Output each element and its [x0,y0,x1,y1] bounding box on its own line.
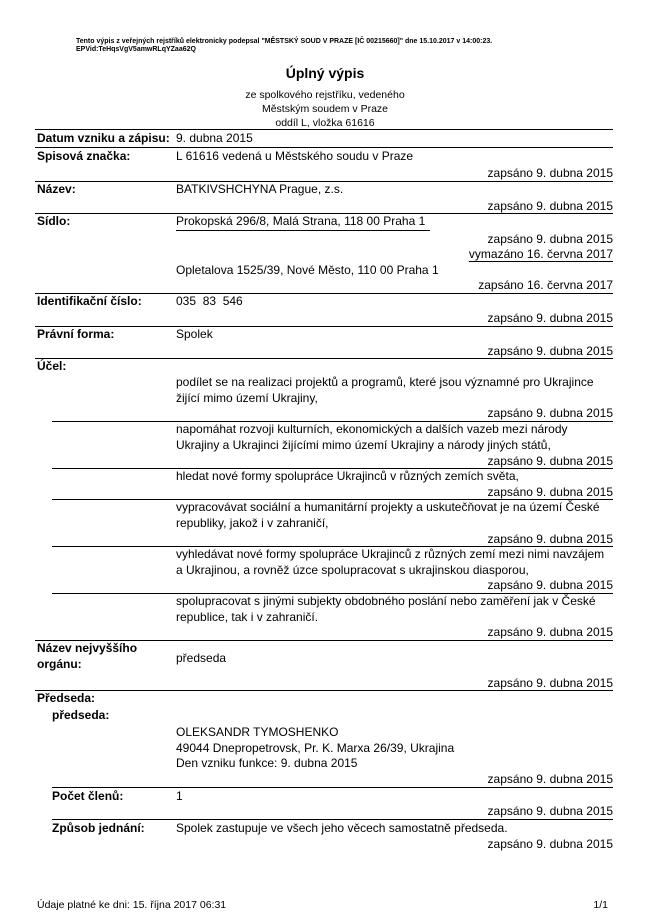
footer-validity: Údaje platné ke dni: 15. října 2017 06:31 [37,899,227,911]
ucel-item-text: žijící mimo území Ukrajiny, [176,391,318,405]
registration-date: zapsáno 9. dubna 2015 [487,454,613,468]
ucel-item-text: republiky, jakož i v zahraničí, [176,516,329,530]
person-address: 49044 Dnepropetrovsk, Pr. K. Marxa 26/39, Ukrajina [176,741,455,755]
divider [52,819,613,820]
ucel-item-text: spolupracovat s jinými subjekty obdobného poslání nebo zaměření jak v České [176,594,596,608]
field-label-pravni-forma: Právní forma: [37,327,115,341]
person-name: OLEKSANDR TYMOSHENKO [176,725,339,739]
ucel-item-text: vypracovávat sociální a humanitární projekty a uskutečňovat je na území České [176,500,600,514]
ucel-item-text: vyhledávat nové formy spolupráce Ukrajinců z různých zemí mezi nimi navzájem [176,547,605,561]
registration-date: zapsáno 9. dubna 2015 [487,344,613,358]
registration-date: zapsáno 9. dubna 2015 [487,199,613,213]
ucel-item-text: napomáhat rozvoji kulturních, ekonomických a dalších vazeb mezi národy [176,422,568,436]
registration-date: zapsáno 9. dubna 2015 [487,166,613,180]
field-label-ico: Identifikační číslo: [37,294,142,308]
divider [52,787,613,788]
field-label-zpusob-jednani: Způsob jednání: [52,821,145,835]
divider [35,129,613,130]
field-value-ico: 035 83 546 [176,294,243,308]
subtitle-line: ze spolkového rejstříku, vedeného [245,89,405,101]
registration-date: zapsáno 9. dubna 2015 [487,804,613,818]
field-label-datum: Datum vzniku a zápisu: [37,131,170,145]
field-label-ucel: Účel: [37,359,67,373]
field-label-spisova: Spisová značka: [37,149,131,163]
field-value-zpusob-jednani: Spolek zastupuje ve všech jeho věcech samostatně předseda. [176,821,508,835]
field-label-sidlo: Sídlo: [37,214,71,228]
registration-date: zapsáno 9. dubna 2015 [487,625,613,639]
field-sublabel-predseda: předseda: [52,708,110,722]
page-title: Úplný výpis [285,65,365,81]
field-label-predseda: Předseda: [37,691,96,705]
page-number: 1/1 [593,899,608,911]
field-label-nazev: Název: [37,182,76,196]
registration-date: zapsáno 9. dubna 2015 [487,311,613,325]
registration-date: zapsáno 9. dubna 2015 [487,485,613,499]
ucel-item-text: hledat nové formy spolupráce Ukrajinců v různých zemích světa, [176,469,519,483]
field-value-pocet-clenu: 1 [176,789,183,803]
registration-date: zapsáno 9. dubna 2015 [487,578,613,592]
field-value-pravni-forma: Spolek [176,327,213,341]
registration-date: zapsáno 9. dubna 2015 [487,532,613,546]
registration-date: zapsáno 9. dubna 2015 [487,232,613,246]
registration-date: zapsáno 16. června 2017 [478,278,613,292]
divider [35,690,613,691]
divider [35,326,613,327]
field-label-organ: Název nejvyššího [37,641,138,655]
registration-date: zapsáno 9. dubna 2015 [487,837,613,851]
signature-note: Tento výpis z veřejných rejstříků elektronicky podepsal "MĚSTSKÝ SOUD V PRAZE [IČ 00215660]" dne 15.10.2017 v 14:00:23. [76,38,493,45]
subtitle-line: oddíl L, vložka 61616 [275,117,375,129]
field-value-organ: předseda [176,651,227,665]
ucel-item-text: a Ukrajinou, a rovněž úzce spolupracovat s ukrajinskou diasporou, [176,563,529,577]
field-label-organ-cont: orgánu: [37,657,82,671]
field-label-pocet-clenu: Počet členů: [52,789,124,803]
registration-date: zapsáno 9. dubna 2015 [487,406,613,420]
ucel-item-text: Ukrajiny a Ukrajinci žijícími mimo území Ukrajiny a národy jiných států, [176,438,551,452]
divider [35,358,613,359]
field-value-sidlo-old: Prokopská 296/8, Malá Strana, 118 00 Praha 1 [176,214,426,228]
subtitle-line: Městským soudem v Praze [261,103,389,115]
ucel-item-text: republice, tak i v zahraničí. [176,610,319,624]
field-value-datum: 9. dubna 2015 [176,131,253,145]
registration-date: zapsáno 9. dubna 2015 [487,772,613,786]
divider [35,147,613,148]
deletion-date: vymazáno 16. června 2017 [468,247,613,261]
registration-date: zapsáno 9. dubna 2015 [487,676,613,690]
field-value-nazev: BATKIVSHCHYNA Prague, z.s. [176,182,344,196]
function-start: Den vzniku funkce: 9. dubna 2015 [176,756,358,770]
deleted-entry-underline [176,230,430,231]
field-value-sidlo-new: Opletalova 1525/39, Nové Město, 110 00 Praha 1 [176,263,439,277]
epvid: EPVid:TeHqsVgV5amwRLqYZaa62Q [76,46,196,53]
ucel-item-text: podílet se na realizaci projektů a programů, které jsou významné pro Ukrajince [176,375,594,389]
field-value-spisova: L 61616 vedená u Městského soudu v Praze [176,149,414,163]
